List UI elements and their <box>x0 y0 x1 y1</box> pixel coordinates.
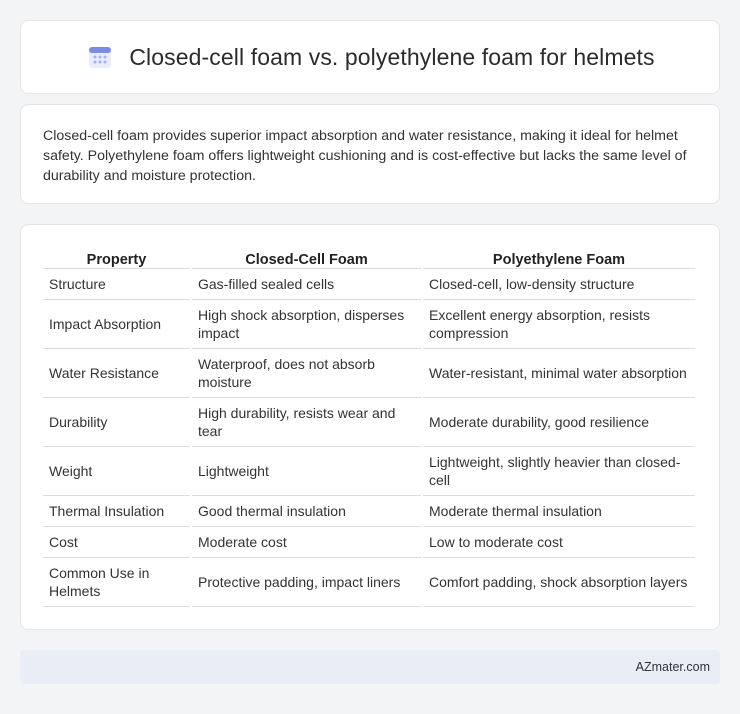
closed-cell-value: High durability, resists wear and tear <box>192 398 421 447</box>
polyethylene-value: Closed-cell, low-density structure <box>423 269 695 300</box>
summary-card <box>20 104 720 204</box>
footer-source-text: AZmater.com <box>635 660 710 674</box>
table-row <box>43 558 695 607</box>
polyethylene-value: Comfort padding, shock absorption layers <box>423 558 695 607</box>
polyethylene-value: Low to moderate cost <box>423 527 695 558</box>
closed-cell-value: Moderate cost <box>192 527 421 558</box>
summary-text: Closed-cell foam provides superior impact absorption and water resistance, making it ideal for helmet safety. Polyethylene foam offers lightweight cushioning and is cost-effective but lacks the same level of durability and moisture protection. <box>43 128 687 184</box>
table-header-row <box>43 245 695 269</box>
property-cell: Water Resistance <box>43 349 190 398</box>
header-polyethylene-foam: Polyethylene Foam <box>423 245 695 269</box>
title-wrap <box>85 42 654 72</box>
closed-cell-value: Waterproof, does not absorb moisture <box>192 349 421 398</box>
closed-cell-value: Gas-filled sealed cells <box>192 269 421 300</box>
property-cell: Structure <box>43 269 190 300</box>
closed-cell-value: Lightweight <box>192 447 421 496</box>
property-cell: Thermal Insulation <box>43 496 190 527</box>
polyethylene-value: Lightweight, slightly heavier than closed-cell <box>423 447 695 496</box>
closed-cell-value: Good thermal insulation <box>192 496 421 527</box>
header-closed-cell-foam: Closed-Cell Foam <box>192 245 421 269</box>
polyethylene-value: Water-resistant, minimal water absorption <box>423 349 695 398</box>
footer <box>20 650 720 684</box>
table-row <box>43 496 695 527</box>
property-cell: Impact Absorption <box>43 300 190 349</box>
polyethylene-value: Excellent energy absorption, resists compression <box>423 300 695 349</box>
table-row <box>43 527 695 558</box>
header-property: Property <box>43 245 190 269</box>
comparison-table-card <box>20 224 720 630</box>
property-cell: Common Use in Helmets <box>43 558 190 607</box>
property-cell: Cost <box>43 527 190 558</box>
calendar-grid-icon <box>85 42 115 72</box>
table-row <box>43 269 695 300</box>
polyethylene-value: Moderate thermal insulation <box>423 496 695 527</box>
closed-cell-value: Protective padding, impact liners <box>192 558 421 607</box>
comparison-table <box>41 245 697 607</box>
property-cell: Weight <box>43 447 190 496</box>
table-row <box>43 349 695 398</box>
table-row <box>43 398 695 447</box>
property-cell: Durability <box>43 398 190 447</box>
polyethylene-value: Moderate durability, good resilience <box>423 398 695 447</box>
page-title: Closed-cell foam vs. polyethylene foam for helmets <box>129 43 655 70</box>
title-card <box>20 20 720 94</box>
table-row <box>43 447 695 496</box>
table-row <box>43 300 695 349</box>
closed-cell-value: High shock absorption, disperses impact <box>192 300 421 349</box>
